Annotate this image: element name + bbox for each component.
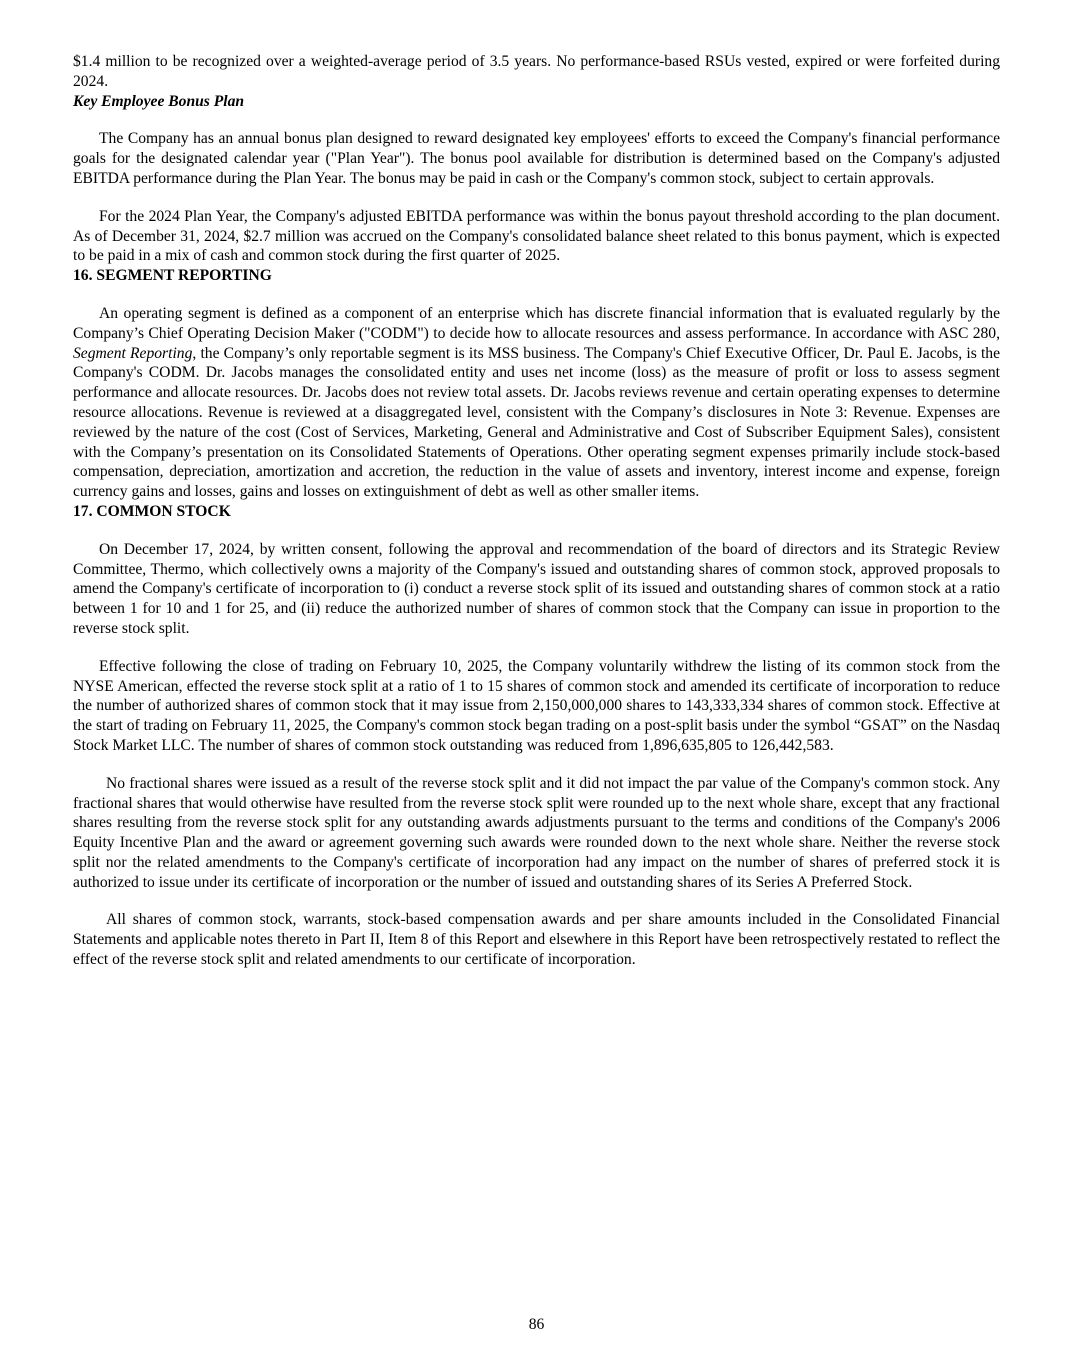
bonus-plan-paragraph-1: The Company has an annual bonus plan designed to reward designated key employees' efforts to exceed the Company's financial performance goals for the designated calendar year ("Plan Year"). The bonus pool available for distribution is determined based on the Company's adjusted EBITDA performance during the Plan Year. The bonus may be paid in cash or the Company's common stock, subject to certain approvals. [73, 130, 1000, 187]
document-page [73, 52, 1000, 970]
segment-text-part-1: An operating segment is defined as a component of an enterprise which has discrete financial information that is evaluated regularly by the Company’s Chief Operating Decision Maker ("CODM") to decide how to allocate resources and assess performance. In accordance with ASC 280, [73, 304, 1000, 342]
common-stock-heading: 17. COMMON STOCK [73, 502, 231, 520]
common-stock-paragraph-3: No fractional shares were issued as a result of the reverse stock split and it did not impact the par value of the Company's common stock. Any fractional shares that would otherwise have resulted from the reverse stock split were rounded up to the next whole share, except that any fractional shares resulting from the reverse stock split for any outstanding awards adjustments pursuant to the terms and conditions of the Company's 2006 Equity Incentive Plan and the award or agreement governing such awards were rounded down to the next whole share. Neither the reverse stock split nor the related amendments to the Company's certificate of incorporation had any impact on the number of shares of preferred stock it is authorized to issue under its certificate of incorporation or the number of issued and outstanding shares of its Series A Preferred Stock. [73, 774, 1000, 891]
segment-text-part-2: , the Company’s only reportable segment is its MSS business. The Company's Chief Executive Officer, Dr. Paul E. Jacobs, is the Company's CODM. Dr. Jacobs manages the consolidated entity and uses net income (loss) as the measure of profit or loss to assess segment performance and allocate resources. Dr. Jacobs does not review total assets. Dr. Jacobs reviews revenue and certain operating expenses to determine resource allocations. Revenue is reviewed at a disaggregated level, consistent with the Company’s disclosures in Note 3: Revenue. Expenses are reviewed by the nature of the cost (Cost of Services, Marketing, General and Administrative and Cost of Subscriber Equipment Sales), consistent with the Company’s presentation on its Consolidated Statements of Operations. Other operating segment expenses primarily include stock-based compensation, depreciation, amortization and accretion, the reduction in the value of assets and inventory, interest income and expense, foreign currency gains and losses, gains and losses on extinguishment of debt as well as other smaller items. [73, 344, 1000, 501]
common-stock-paragraph-1: On December 17, 2024, by written consent, following the approval and recommendation of the board of directors and its Strategic Review Committee, Thermo, which collectively owns a majority of the Company's issued and outstanding shares of common stock, approved proposals to amend the Company's certificate of incorporation to (i) conduct a reverse stock split of its issued and outstanding shares of common stock at a ratio between 1 for 10 and 1 for 25, and (ii) reduce the authorized number of shares of common stock that the Company can issue in proportion to the reverse stock split. [73, 540, 1000, 637]
page-number: 86 [528, 1316, 545, 1333]
bonus-plan-paragraph-2: For the 2024 Plan Year, the Company's adjusted EBITDA performance was within the bonus payout threshold according to the plan document. As of December 31, 2024, $2.7 million was accrued on the Company's consolidated balance sheet related to this bonus payment, which is expected to be paid in a mix of cash and common stock during the first quarter of 2025. [73, 207, 1000, 265]
segment-reporting-heading: 16. SEGMENT REPORTING [73, 267, 272, 285]
common-stock-paragraph-2: Effective following the close of trading on February 10, 2025, the Company voluntarily withdrew the listing of its common stock from the NYSE American, effected the reverse stock split at a ratio of 1 to 15 shares of common stock and amended its certificate of incorporation to reduce the number of authorized shares of common stock that it may issue from 2,150,000,000 shares to 143,333,334 shares of common stock. Effective at the start of trading on February 11, 2025, the Company's common stock began trading on a post-split basis under the symbol “GSAT” on the Nasdaq Stock Market LLC. The number of shares of common stock outstanding was reduced from 1,896,635,805 to 126,442,583. [73, 657, 1000, 754]
segment-reporting-italic-term: Segment Reporting [73, 344, 193, 362]
common-stock-paragraph-4: All shares of common stock, warrants, stock-based compensation awards and per share amounts included in the Consolidated Financial Statements and applicable notes thereto in Part II, Item 8 of this Report and elsewhere in this Report have been retrospectively restated to reflect the effect of the reverse stock split and related amendments to our certificate of incorporation. [73, 911, 1000, 969]
rsu-continuation-paragraph: $1.4 million to be recognized over a weighted-average period of 3.5 years. No performance-based RSUs vested, expired or were forfeited during 2024. [73, 53, 1000, 90]
bonus-plan-heading: Key Employee Bonus Plan [73, 92, 245, 110]
segment-reporting-paragraph [73, 304, 1000, 502]
